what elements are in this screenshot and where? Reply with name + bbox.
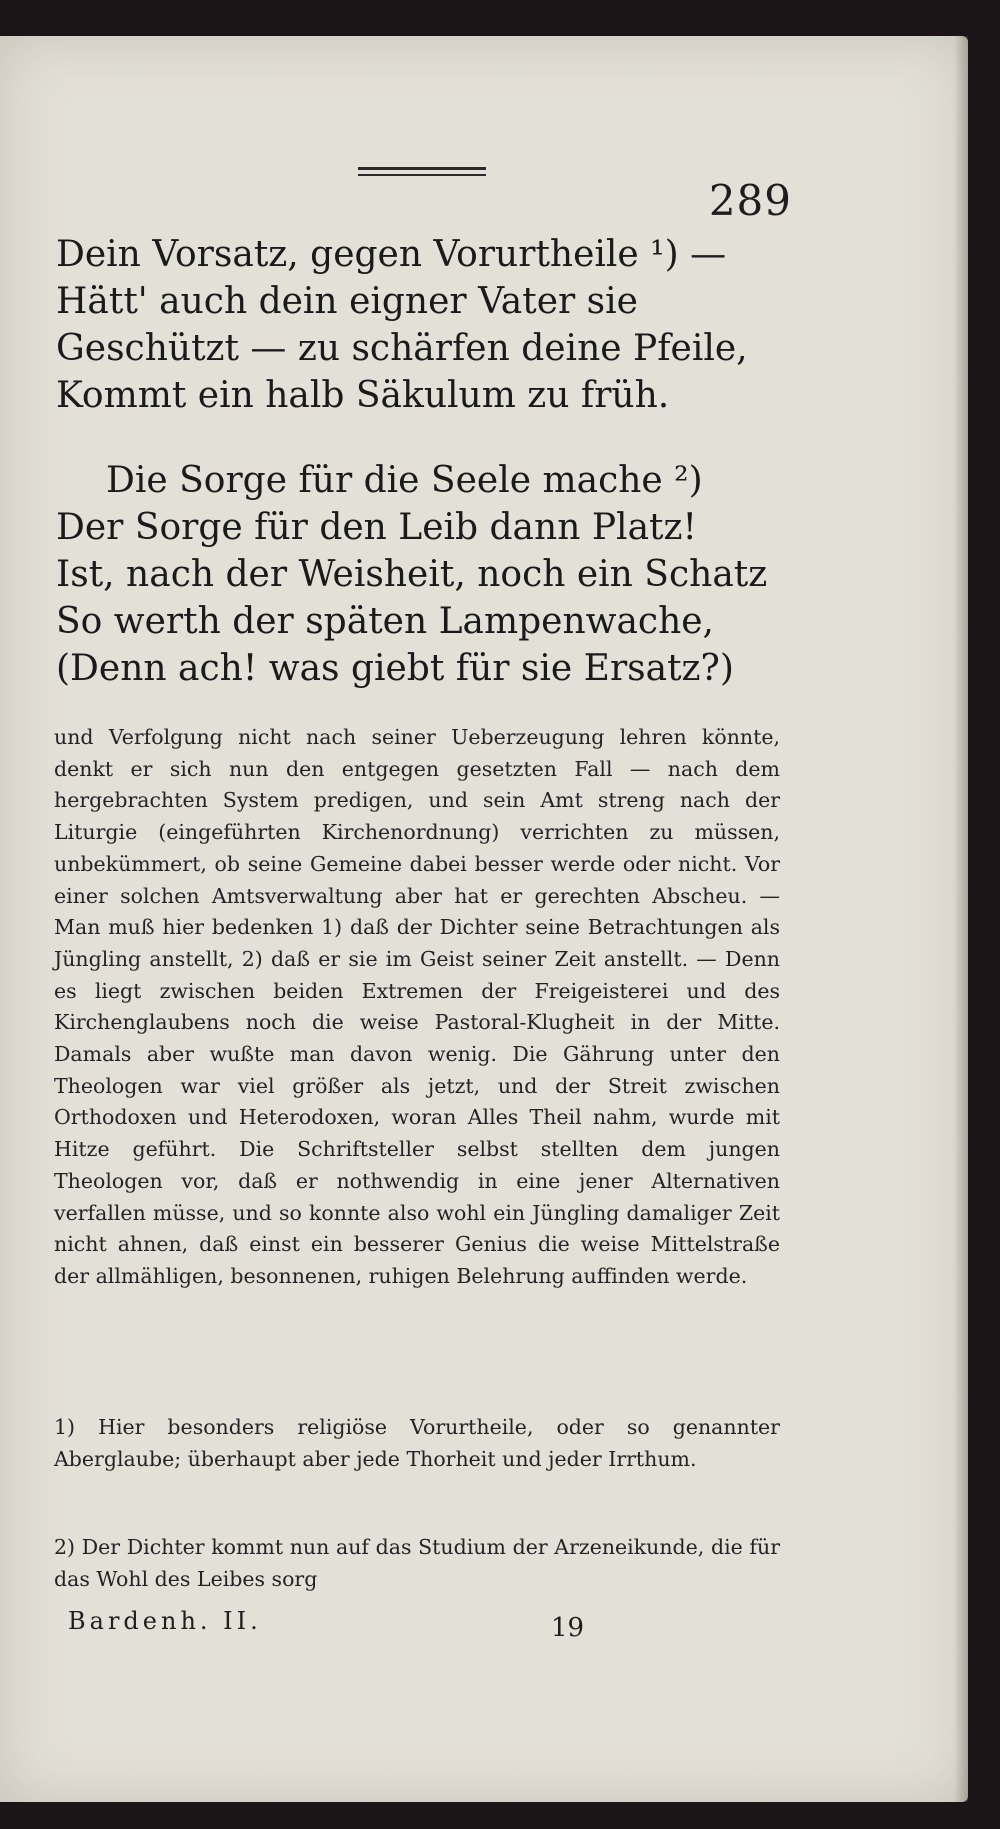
commentary-paragraph: und Verfolgung nicht nach seiner Ueberzeugung lehren könnte, denkt er sich nun den entgegen gesetzten Fall — nach dem hergebrachten System predigen, und sein Amt streng nach der Liturgie (eingeführten Kirchenordnung) verrichten zu müssen, unbekümmert, ob seine Gemeine dabei besser werde oder nicht. Vor einer solchen Amtsverwaltung aber hat er gerechten Abscheu. — Man muß hier bedenken 1) daß der Dichter seine Betrachtungen als Jüngling anstellt, 2) daß er sie im Geist seiner Zeit anstellt. — Denn es liegt zwischen beiden Extremen der Freigeisterei und des Kirchenglaubens noch die weise Pastoral-Klugheit in der Mitte. Damals aber wußte man davon wenig. Die Gährung unter den Theologen war viel größer als jetzt, und der Streit zwischen Orthodoxen und Heterodoxen, woran Alles Theil nahm, wurde mit Hitze geführt. Die Schriftsteller selbst stellten dem jungen Theologen vor, daß er nothwendig in eine jener Alternativen verfallen müsse, und so konnte also wohl ein Jüngling damaliger Zeit nicht ahnen, daß einst ein besserer Genius die weise Mittelstraße der allmähligen, besonnenen, ruhigen Belehrung auffinden werde. <box>54 725 780 1288</box>
poem-stanza-1 <box>56 231 748 419</box>
poem-line: Kommt ein halb Säkulum zu früh. <box>56 375 670 416</box>
poem-line: Geschützt — zu schärfen deine Pfeile, <box>56 328 748 369</box>
poem-line: Die Sorge für die Seele mache ²) <box>106 460 703 501</box>
footnote-text: Der Dichter kommt nun auf das Studium der Arzeneikunde, die für das Wohl des Leibes sorg <box>54 1535 780 1591</box>
poem-line: So werth der späten Lampenwache, <box>56 601 715 642</box>
header-rule <box>358 167 486 176</box>
page-number: 289 <box>708 176 792 225</box>
poem-line: Dein Vorsatz, gegen Vorurtheile ¹) — <box>56 234 727 275</box>
poem-line: Ist, nach der Weisheit, noch ein Schatz <box>56 554 768 595</box>
footnote-text: Hier besonders religiöse Vorurtheile, oder so genannter Aberglaube; überhaupt aber jede Thorheit und jeder Irrthum. <box>54 1415 780 1471</box>
footnote-1 <box>54 1411 780 1475</box>
footnote-mark: 1) <box>54 1415 76 1439</box>
footnote-2 <box>54 1531 780 1595</box>
footnote-mark: 2) <box>54 1535 76 1559</box>
book-page <box>0 36 968 1802</box>
printer-signature: Bardenh. II. <box>68 1607 262 1635</box>
poem-line: Hätt' auch dein eigner Vater sie <box>56 281 638 322</box>
poem-line: (Denn ach! was giebt für sie Ersatz?) <box>56 648 734 689</box>
sheet-number: 19 <box>551 1613 585 1643</box>
poem-stanza-2 <box>56 457 767 692</box>
poem-line: Der Sorge für den Leib dann Platz! <box>56 507 697 548</box>
